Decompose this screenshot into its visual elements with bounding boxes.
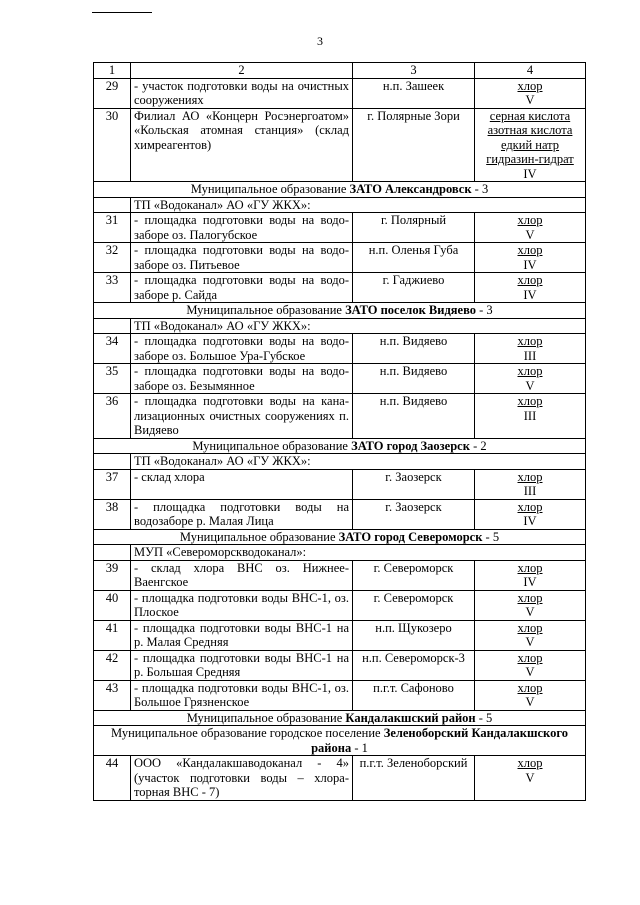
heading-prefix: Муниципальное образование <box>192 438 352 453</box>
row-number: 33 <box>94 273 131 303</box>
hazardous-substance: хлор <box>517 620 543 635</box>
location: г. Заозерск <box>353 499 475 529</box>
row-number: 29 <box>94 78 131 108</box>
location: г. Североморск <box>353 590 475 620</box>
facility-count: - 3 <box>471 182 489 196</box>
table-row <box>94 469 586 499</box>
facility-name: - площадка подготовки воды на кана-лизационных очистных сооружениях п. Видяево <box>131 394 353 439</box>
facility-name: - площадка подготовки воды на водо-заборе оз. Безымянное <box>131 364 353 394</box>
hazard-cell <box>475 590 586 620</box>
header-row <box>94 63 586 79</box>
table-row <box>94 394 586 439</box>
facility-name: - площадка подготовки воды на водо-заборе оз. Палогубское <box>131 213 353 243</box>
location: г. Полярные Зори <box>353 108 475 182</box>
row-number: 37 <box>94 469 131 499</box>
hazard-cell <box>475 213 586 243</box>
hazard-class: IV <box>523 166 537 181</box>
location: г. Гаджиево <box>353 273 475 303</box>
row-number: 44 <box>94 756 131 801</box>
row-number: 39 <box>94 560 131 590</box>
table-row <box>94 78 586 108</box>
table-row <box>94 620 586 650</box>
location: г. Полярный <box>353 213 475 243</box>
hazard-class: V <box>525 93 535 107</box>
facility-name: - площадка подготовки воды на водо-заборе оз. Питьевое <box>131 243 353 273</box>
hazard-cell <box>475 680 586 710</box>
section-row <box>94 182 586 198</box>
facility-name: - склад хлора ВНС оз. Нижнее-Ваенгское <box>131 560 353 590</box>
empty-cell <box>94 197 131 213</box>
hazard-cell <box>475 499 586 529</box>
row-number: 31 <box>94 213 131 243</box>
section-row <box>94 438 586 454</box>
empty-cell <box>94 318 131 334</box>
row-number: 38 <box>94 499 131 529</box>
hazardous-substance: хлор <box>517 560 543 575</box>
municipality-heading <box>94 710 586 726</box>
empty-cell <box>94 545 131 561</box>
municipality-name: ЗАТО поселок Видяево <box>345 303 476 317</box>
table-row <box>94 756 586 801</box>
facility-name: Филиал АО «Концерн Росэнергоатом» «Кольская атомная станция» (склад химреагентов) <box>131 108 353 182</box>
hazardous-substance: едкий натр <box>500 137 560 152</box>
municipality-heading <box>94 529 586 545</box>
hazardous-substance: хлор <box>517 243 543 257</box>
location: н.п. Североморск-3 <box>353 650 475 680</box>
section-row <box>94 710 586 726</box>
column-header: 1 <box>94 63 131 79</box>
hazard-cell <box>475 78 586 108</box>
hazardous-substance: хлор <box>517 650 543 665</box>
hazard-cell <box>475 364 586 394</box>
hazard-cell <box>475 108 586 182</box>
row-number: 42 <box>94 650 131 680</box>
facility-name: - площадка подготовки воды ВНС-1, оз. Большое Грязненское <box>131 680 353 710</box>
location: н.п. Видяево <box>353 334 475 364</box>
hazard-class: V <box>525 665 535 679</box>
hazardous-substance: хлор <box>517 680 543 695</box>
empty-cell <box>94 454 131 470</box>
location: п.г.т. Сафоново <box>353 680 475 710</box>
facility-name: - площадка подготовки воды на водо-заборе р. Сайда <box>131 273 353 303</box>
column-header: 3 <box>353 63 475 79</box>
hazard-class: IV <box>523 575 537 589</box>
hazardous-substance: серная кислота <box>489 108 571 123</box>
hazardous-substance: хлор <box>517 334 543 348</box>
hazard-class: III <box>523 408 537 423</box>
location: н.п. Видяево <box>353 394 475 439</box>
table-row <box>94 334 586 364</box>
municipality-name: ЗАТО город Североморск <box>338 529 483 544</box>
facility-name: - участок подготовки воды на очистных сооружениях <box>131 78 353 108</box>
row-number: 40 <box>94 590 131 620</box>
row-number: 43 <box>94 680 131 710</box>
location: г. Североморск <box>353 560 475 590</box>
table-body <box>94 78 586 800</box>
hazard-cell <box>475 243 586 273</box>
facility-count: - 1 <box>351 740 368 755</box>
heading-prefix: Муниципальное образование <box>179 529 339 544</box>
heading-prefix: Муниципальное образование <box>190 182 350 196</box>
hazard-class: V <box>525 695 535 709</box>
page-number: 3 <box>317 34 323 48</box>
hazard-class: V <box>525 227 535 242</box>
section-row <box>94 726 586 756</box>
hazard-class: IV <box>523 287 537 302</box>
facility-count: - 5 <box>475 710 493 725</box>
hazard-cell <box>475 469 586 499</box>
municipality-heading <box>94 438 586 454</box>
hazardous-substance: гидразин-гидрат <box>486 152 574 166</box>
municipality-name: Зеленоборский Кандалакшского района <box>311 726 568 755</box>
hazard-class: V <box>525 378 535 393</box>
hazardous-substance: хлор <box>517 394 543 408</box>
hazardous-substance: хлор <box>517 499 543 514</box>
hazard-cell <box>475 756 586 801</box>
operator-name: ТП «Водоканал» АО «ГУ ЖКХ»: <box>131 454 586 470</box>
row-number: 30 <box>94 108 131 182</box>
table-row <box>94 499 586 529</box>
hazard-class: IV <box>523 257 537 272</box>
row-number: 36 <box>94 394 131 439</box>
hazard-cell <box>475 650 586 680</box>
hazardous-substance: азотная кислота <box>487 123 573 137</box>
heading-prefix: Муниципальное образование городское поселение <box>111 726 384 740</box>
row-number: 41 <box>94 620 131 650</box>
hazardous-substance: хлор <box>517 469 543 484</box>
table-row <box>94 243 586 273</box>
hazard-cell <box>475 273 586 303</box>
municipality-heading <box>94 726 586 756</box>
section-row <box>94 529 586 545</box>
facility-count: - 3 <box>476 303 493 317</box>
hazardous-substance: хлор <box>517 756 543 770</box>
municipality-name: ЗАТО Александровск <box>349 182 472 196</box>
hazardous-substance: хлор <box>517 590 543 605</box>
municipality-name: ЗАТО город Заозерск <box>351 438 470 453</box>
hazard-cell <box>475 620 586 650</box>
table-row <box>94 213 586 243</box>
table-row <box>94 680 586 710</box>
table-row <box>94 364 586 394</box>
facility-name: - площадка подготовки воды ВНС-1, оз. Плоское <box>131 590 353 620</box>
table-row <box>94 108 586 182</box>
row-number: 32 <box>94 243 131 273</box>
column-header: 4 <box>475 63 586 79</box>
hazardous-substance: хлор <box>517 273 543 287</box>
section-row <box>94 303 586 319</box>
facility-name: - площадка подготовки воды ВНС-1 на р. Большая Средняя <box>131 650 353 680</box>
facility-count: - 2 <box>469 438 487 453</box>
hazard-class: IV <box>523 514 537 528</box>
location: п.г.т. Зеленоборский <box>353 756 475 801</box>
facility-name: ООО «Кандалакшаводоканал - 4» (участок подготовки воды – хлора-торная ВНС - 7) <box>131 756 353 801</box>
operator-row <box>94 454 586 470</box>
hazardous-substance: хлор <box>517 213 543 227</box>
hazard-class: III <box>523 348 537 363</box>
location: г. Заозерск <box>353 469 475 499</box>
heading-prefix: Муниципальное образование <box>186 710 346 725</box>
hazard-cell <box>475 334 586 364</box>
facility-name: - склад хлора <box>131 469 353 499</box>
hazard-class: III <box>523 484 537 498</box>
operator-row <box>94 545 586 561</box>
municipality-heading <box>94 303 586 319</box>
location: н.п. Видяево <box>353 364 475 394</box>
facility-name: - площадка подготовки воды на водозаборе р. Малая Лица <box>131 499 353 529</box>
row-number: 34 <box>94 334 131 364</box>
operator-name: МУП «Североморскводоканал»: <box>131 545 586 561</box>
facilities-table <box>93 62 586 801</box>
hazardous-substance: хлор <box>517 78 543 93</box>
operator-name: ТП «Водоканал» АО «ГУ ЖКХ»: <box>131 197 586 213</box>
location: н.п. Щукозеро <box>353 620 475 650</box>
location: н.п. Зашеек <box>353 78 475 108</box>
top-rule <box>92 12 152 13</box>
hazard-class: V <box>525 770 535 785</box>
facility-name: - площадка подготовки воды на водо-заборе оз. Большое Ура-Губское <box>131 334 353 364</box>
hazard-class: V <box>525 635 535 649</box>
hazardous-substance: хлор <box>517 364 543 378</box>
hazard-class: V <box>525 605 535 619</box>
row-number: 35 <box>94 364 131 394</box>
operator-name: ТП «Водоканал» АО «ГУ ЖКХ»: <box>131 318 586 334</box>
facility-name: - площадка подготовки воды ВНС-1 на р. Малая Средняя <box>131 620 353 650</box>
municipality-name: Кандалакшский район <box>345 710 476 725</box>
table-row <box>94 590 586 620</box>
hazard-cell <box>475 394 586 439</box>
table-row <box>94 650 586 680</box>
facility-count: - 5 <box>482 529 500 544</box>
location: н.п. Оленья Губа <box>353 243 475 273</box>
heading-prefix: Муниципальное образование <box>186 303 346 317</box>
table-row <box>94 560 586 590</box>
municipality-heading <box>94 182 586 198</box>
column-header: 2 <box>131 63 353 79</box>
table-row <box>94 273 586 303</box>
operator-row <box>94 318 586 334</box>
operator-row <box>94 197 586 213</box>
hazard-cell <box>475 560 586 590</box>
